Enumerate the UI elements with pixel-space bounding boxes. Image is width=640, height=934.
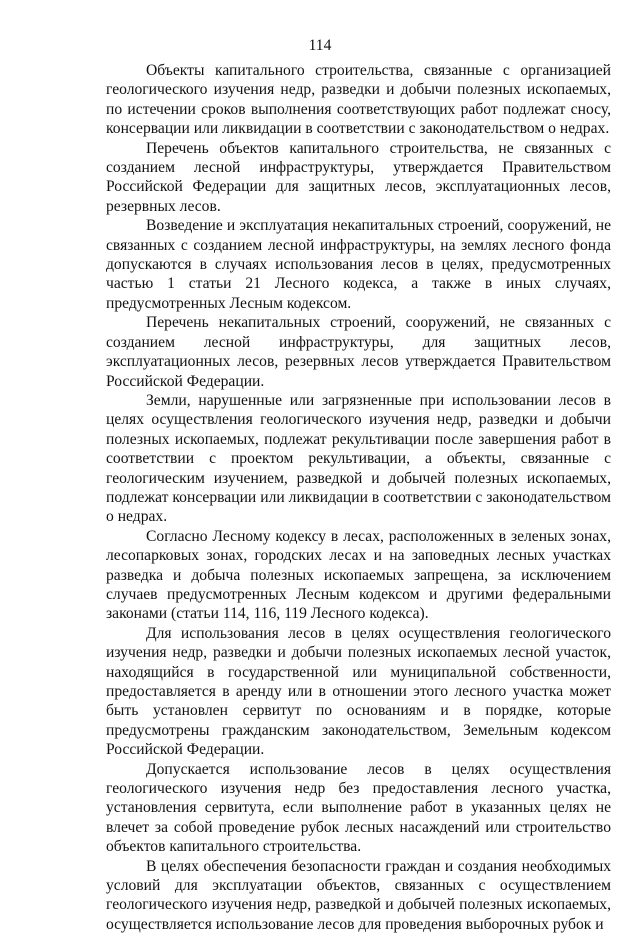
paragraph: Земли, нарушенные или загрязненные при использовании лесов в целях осуществления геологического изучения недр, разведки и добычи полезных ископаемых, подлежат рекультивации после завершения работ в соответствии с проектом рекультивации, а объекты, связанные с геологическим изучением, разведкой и добычей полезных ископаемых, подлежат консервации или ликвидации в соответствии с законодательством о недрах. — [106, 391, 611, 526]
paragraph: Возведение и эксплуатация некапитальных строений, сооружений, не связанных с созданием лесной инфраструктуры, на землях лесного фонда допускаются в случаях использования лесов в целях, предусмотренных частью 1 статьи 21 Лесного кодекса, а также в иных случаях, предусмотренных Лесным кодексом. — [106, 217, 611, 312]
paragraph: В целях обеспечения безопасности граждан и создания необходимых условий для эксплуатации объектов, связанных с осуществлением геологического изучения недр, разведкой и добычей полезных ископаемых, осуществляется использование лесов для проведения выборочных рубок и — [106, 857, 611, 933]
paragraph: Для использования лесов в целях осуществления геологического изучения недр, разведки и добычи полезных ископаемых лесной участок, находящийся в государственной или муниципальной собственности, предоставляется в аренду или в отношении этого лесного участка может быть установлен сервитут по основаниям и в порядке, которые предусмотрены гражданским законодательством, Земельным кодексом Российской Федерации. — [106, 624, 611, 759]
document-body — [106, 61, 611, 934]
paragraph: Перечень некапитальных строений, сооружений, не связанных с созданием лесной инфраструктуры, для защитных лесов, эксплуатационных лесов, резервных лесов утверждается Правительством Российской Федерации. — [106, 314, 611, 390]
paragraph: Объекты капитального строительства, связанные с организацией геологического изучения недр, разведки и добычи полезных ископаемых, по истечении сроков выполнения соответствующих работ подлежат сносу, консервации или ликвидации в соответствии с законодательством о недрах. — [106, 62, 611, 138]
page-number: 114 — [308, 37, 332, 54]
paragraph: Допускается использование лесов в целях осуществления геологического изучения недр без предоставления лесного участка, установления сервитута, если выполнение работ в указанных целях не влечет за собой проведение рубок лесных насаждений или строительство объектов капитального строительства. — [106, 760, 611, 856]
paragraph: Согласно Лесному кодексу в лесах, расположенных в зеленых зонах, лесопарковых зонах, городских лесах и на заповедных лесных участках разведка и добыча полезных ископаемых запрещена, за исключением случаев предусмотренных Лесным кодексом и другими федеральными законами (статьи 114, 116, 119 Лесного кодекса). — [106, 527, 611, 623]
paragraph: Перечень объектов капитального строительства, не связанных с созданием лесной инфраструктуры, утверждается Правительством Российской Федерации для защитных лесов, эксплуатационных лесов, резервных лесов. — [106, 139, 611, 215]
